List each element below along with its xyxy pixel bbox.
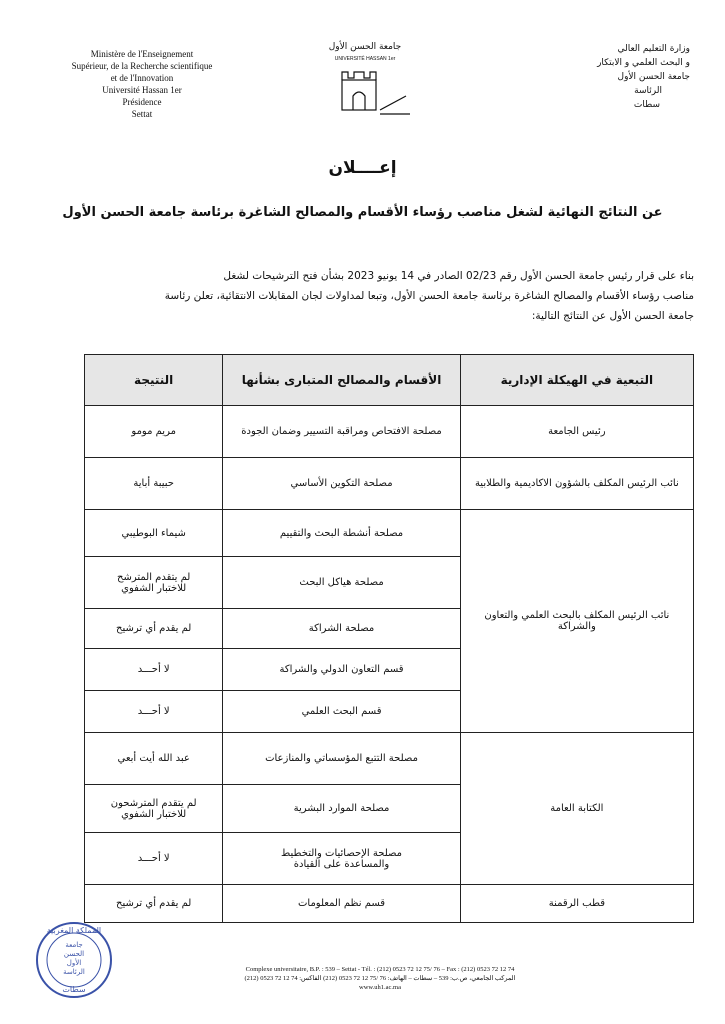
intro-line: مناصب رؤساء الأقسام والمصالح الشاغرة برئاسة جامعة الحسن الأول، وتبعا لمداولات لجان المقابلات الانتقائية، تعلن رئاسة — [164, 290, 694, 302]
structure-cell: نائب الرئيس المكلف بالبحث العلمي والتعاون والشراكة — [460, 510, 693, 733]
header-structure: التبعية في الهيكلة الإدارية — [460, 355, 693, 406]
department-cell: قسم نظم المعلومات — [223, 885, 460, 923]
header-ar-line: الرئاسة — [634, 86, 662, 96]
official-stamp — [34, 920, 114, 1000]
result-cell: لم يقدم أي ترشيح — [85, 609, 223, 649]
stamp-line: جامعة — [65, 941, 83, 949]
table-row — [85, 406, 694, 458]
result-cell: لم يقدم أي ترشيح — [85, 885, 223, 923]
header-result: النتيجة — [85, 355, 223, 406]
structure-cell: الكتابة العامة — [460, 733, 693, 885]
intro-paragraph — [84, 266, 694, 326]
footer-line-fr: Complexe universitaire, B.P. : 539 – Settat - Tél. : (212) 0523 72 12 75/ 76 – Fax : (212) 0523 72 12 74 — [245, 966, 515, 973]
header-arabic — [522, 42, 690, 112]
intro-line: جامعة الحسن الأول عن النتائج التالية: — [531, 310, 694, 322]
intro-line: بناء على قرار رئيس جامعة الحسن الأول رقم 02/23 الصادر في 14 يونيو 2023 بشأن فتح الترشيحات لشغل — [223, 270, 694, 282]
department-cell: مصلحة التتبع المؤسساتي والمنازعات — [223, 733, 460, 785]
stamp-line: الحسن — [63, 950, 85, 958]
table-row — [85, 458, 694, 510]
stamp-seal-icon — [34, 920, 114, 1000]
department-cell: مصلحة الشراكة — [223, 609, 460, 649]
structure-cell: رئيس الجامعة — [460, 406, 693, 458]
header-ar-line: وزارة التعليم العالي — [617, 44, 690, 54]
header-fr-line: Settat — [131, 109, 153, 119]
department-cell: مصلحة الافتحاص ومراقبة التسيير وضمان الجودة — [223, 406, 460, 458]
result-cell: عبد الله أيت أبعي — [85, 733, 223, 785]
logo-arabic-name: جامعة الحسن الأول — [328, 42, 402, 52]
results-table — [84, 354, 694, 923]
header-fr-line: Supérieur, de la Recherche scientifique — [71, 61, 213, 71]
header-department: الأقسام والمصالح المتبارى بشأنها — [223, 355, 460, 406]
stamp-line: سطات — [62, 985, 86, 994]
result-cell: لم يتقدم المترشح للاختبار الشفوي — [85, 557, 223, 609]
stamp-line: الرئاسة — [63, 968, 85, 976]
announcement-title: إعــــلان — [328, 158, 397, 178]
department-cell: مصلحة أنشطة البحث والتقييم — [223, 510, 460, 557]
result-cell: لا أحـــد — [85, 649, 223, 691]
result-cell: لم يتقدم المترشحون للاختبار الشفوي — [85, 785, 223, 833]
logo-emblem-icon — [310, 42, 420, 122]
footer-website-link[interactable]: www.uh1.ac.ma — [359, 984, 401, 991]
header-fr-line: Université Hassan 1er — [102, 85, 182, 95]
department-cell: مصلحة التكوين الأساسي — [223, 458, 460, 510]
result-cell: مريم مومو — [85, 406, 223, 458]
footer-line-ar: المركب الجامعي، ص.ب: 539 – سطات – الهاتف: 76 /75 12 72 0523 (212) الفاكس: 74 12 72 0523 (212) — [244, 975, 516, 982]
result-cell: شيماء البوطيبي — [85, 510, 223, 557]
header-fr-line: Présidence — [122, 97, 162, 107]
footer-contact — [180, 965, 580, 992]
structure-cell: قطب الرقمنة — [460, 885, 693, 923]
header-ar-line: سطات — [633, 100, 660, 110]
header-fr-line: Ministère de l'Enseignement — [90, 49, 194, 59]
result-cell: لا أحـــد — [85, 833, 223, 885]
table-row — [85, 733, 694, 785]
university-logo — [310, 42, 420, 122]
stamp-line: الأول — [66, 959, 82, 967]
department-cell: قسم التعاون الدولي والشراكة — [223, 649, 460, 691]
header-ar-line: جامعة الحسن الأول — [617, 72, 690, 82]
header-ar-line: و البحث العلمي و الابتكار — [597, 58, 690, 68]
table-row — [85, 510, 694, 557]
department-cell: مصلحة هياكل البحث — [223, 557, 460, 609]
table-row — [85, 885, 694, 923]
department-cell: مصلحة الموارد البشرية — [223, 785, 460, 833]
announcement-subtitle: عن النتائج النهائية لشغل مناصب رؤساء الأقسام والمصالح الشاغرة برئاسة جامعة الحسن الأول — [62, 205, 663, 220]
department-cell: قسم البحث العلمي — [223, 691, 460, 733]
table-header-row — [85, 355, 694, 406]
structure-cell: نائب الرئيس المكلف بالشؤون الاكاديمية والطلابية — [460, 458, 693, 510]
header-french — [52, 48, 232, 120]
department-cell: مصلحة الإحصائيات والتخطيط والمساعدة على القيادة — [223, 833, 460, 885]
result-cell: لا أحـــد — [85, 691, 223, 733]
header-fr-line: et de l'Innovation — [110, 73, 174, 83]
stamp-line: المملكة المغربية — [46, 926, 102, 935]
logo-french-name: UNIVERSITÉ HASSAN 1er — [334, 56, 396, 62]
result-cell: حبيبة أباية — [85, 458, 223, 510]
